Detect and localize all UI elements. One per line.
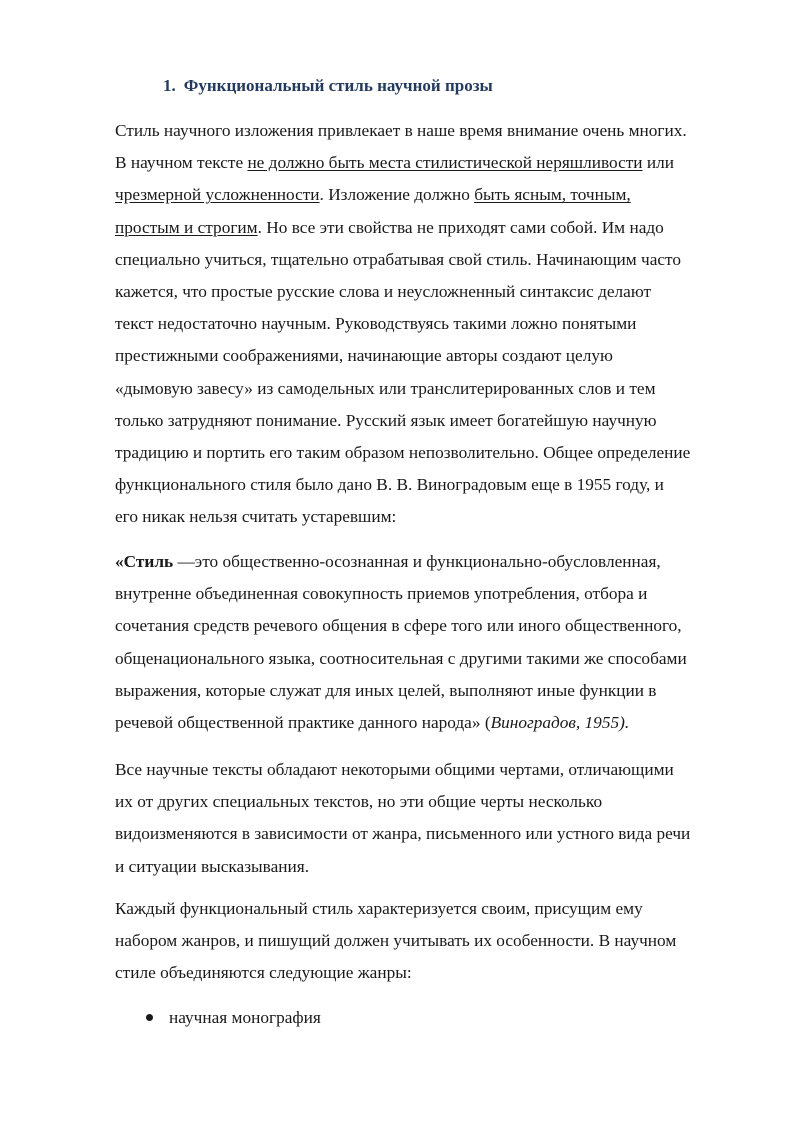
text-line: текст недостаточно научным. Руководствуясь такими ложно понятыми <box>115 314 637 334</box>
citation: Виноградов, 1955). <box>490 713 630 733</box>
text-line: «дымовую завесу» из самодельных или транслитерированных слов и тем <box>115 378 656 398</box>
text-line <box>115 179 755 211</box>
text-line: внутренне объединенная совокупность приемов употребления, отбора и <box>115 584 648 604</box>
text-line: выражения, которые служат для иных целей, выполняют иные функции в <box>115 680 657 700</box>
text-run: . Но все эти свойства не приходят сами собой. Им надо <box>257 217 664 237</box>
bullet-icon <box>146 1014 153 1021</box>
text-line: общенационального языка, соотносительная с другими такими же способами <box>115 648 687 668</box>
paragraph-intro <box>115 115 755 534</box>
text-line: набором жанров, и пишущий должен учитывать их особенности. В научном <box>115 931 677 951</box>
text-line <box>115 212 755 244</box>
bold-term: «Стиль <box>115 552 178 571</box>
underlined-text: не должно быть места стилистической неряшливости <box>247 153 643 173</box>
text-run: или <box>642 153 674 173</box>
text-line: его никак нельзя считать устаревшим: <box>115 507 397 527</box>
underlined-text: чрезмерной усложненности <box>115 185 320 205</box>
text-line: стиле объединяются следующие жанры: <box>115 963 412 983</box>
text-line: функционального стиля было дано В. В. Виноградовым еще в 1955 году, и <box>115 475 664 495</box>
text-run: —это общественно-осознанная и функционально-обусловленная, <box>177 552 661 571</box>
text-run: речевой общественной практике данного народа» ( <box>115 713 491 733</box>
text-line: специально учиться, тщательно отрабатывая свой стиль. Начинающим часто <box>115 249 682 269</box>
text-line: только затрудняют понимание. Русский язык имеет богатейшую научную <box>115 410 657 430</box>
text-line: Все научные тексты обладают некоторыми общими чертами, отличающими <box>115 760 674 779</box>
heading-number: 1. <box>163 76 176 95</box>
text-line: традицию и портить его таким образом непозволительно. Общее определение <box>115 443 691 463</box>
text-line <box>115 147 755 179</box>
section-heading <box>163 76 493 96</box>
underlined-text: простым и строгим <box>115 217 258 237</box>
paragraph-features <box>115 754 755 883</box>
text-line: Стиль научного изложения привлекает в наше время внимание очень многих. <box>115 121 687 140</box>
text-line <box>115 707 755 739</box>
text-line: престижными соображениями, начинающие авторы создают целую <box>115 346 613 366</box>
list-item-label: научная монография <box>169 1008 321 1027</box>
text-run: . Изложение должно <box>319 185 475 205</box>
text-line: Каждый функциональный стиль характеризуется своим, присущим ему <box>115 899 643 918</box>
quote-paragraph <box>115 546 755 739</box>
list-item <box>146 1002 321 1034</box>
paragraph-genres <box>115 893 755 990</box>
text-line: сочетания средств речевого общения в сфере того или иного общественного, <box>115 616 682 636</box>
text-line: кажется, что простые русские слова и неусложненный синтаксис делают <box>115 282 652 302</box>
text-line: видоизменяются в зависимости от жанра, письменного или устного вида речи <box>115 824 691 844</box>
underlined-text: быть ясным, точным, <box>474 185 631 205</box>
text-run: В научном тексте <box>115 153 248 173</box>
text-line: их от других специальных текстов, но эти общие черты несколько <box>115 792 603 812</box>
text-line <box>115 546 755 578</box>
heading-title: Функциональный стиль научной прозы <box>183 76 493 95</box>
text-line: и ситуации высказывания. <box>115 856 310 876</box>
